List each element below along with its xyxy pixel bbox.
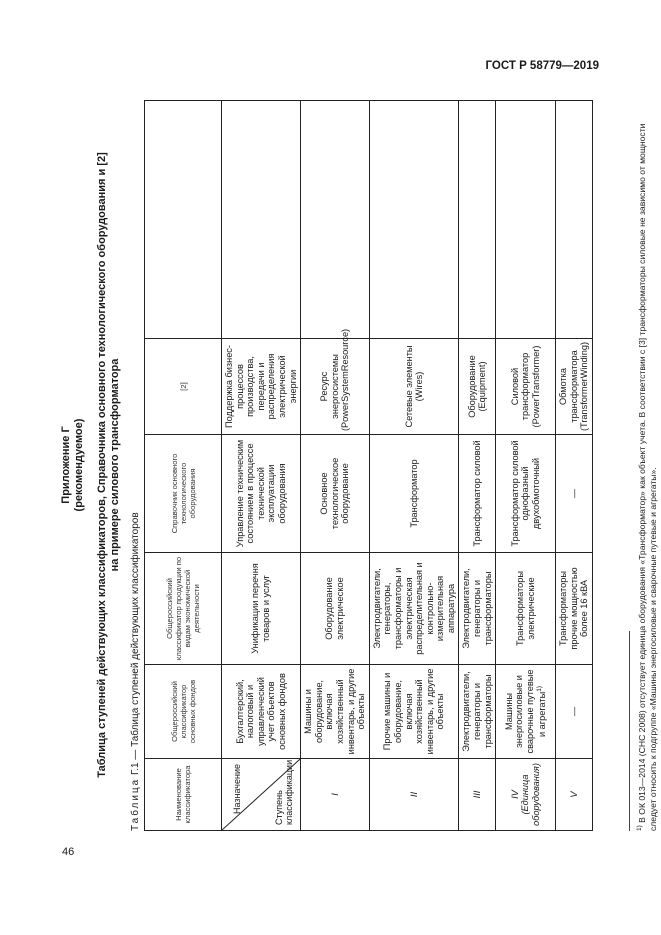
section-title-line1: Таблица ступеней действующих классификаторов, Справочника основного технологического оборудования и [2]	[96, 152, 108, 778]
spacer-cell	[301, 101, 370, 339]
ref-2-cell: Сетевые элементы (Wires)	[369, 339, 459, 435]
equipment-ref-cell: —	[556, 435, 593, 553]
okpd-cell: Электродвигатели, генераторы, трансформаторы и электрическая распределительная и контрольно-измерительная аппаратура	[369, 553, 459, 665]
table-row	[556, 101, 593, 831]
okpd-cell: Трансформаторы прочие мощностью более 16 кВА	[556, 553, 593, 665]
appendix-title: Приложение Г	[60, 426, 72, 504]
table-row	[369, 101, 459, 831]
table-caption-prefix: Таблица	[130, 777, 141, 831]
purpose-spacer	[222, 101, 301, 339]
table-header-row	[145, 101, 222, 831]
level-cell: I	[301, 759, 370, 831]
header-classifier-name: Наименование классификатора	[145, 759, 222, 831]
okof-cell: Машины и оборудование, включая хозяйственный инвентарь, и другие объекты	[301, 665, 370, 759]
okpd-cell: Трансформаторы электрические	[496, 553, 556, 665]
diagonal-corner-cell	[222, 759, 301, 831]
header-ref-2: [2]	[145, 339, 222, 435]
corner-purpose-label: Назначение	[232, 764, 242, 815]
table-row	[301, 101, 370, 831]
purpose-okof: Бухгалтерский, налоговый и управленческий учет объектов основных фондов	[222, 665, 301, 759]
appendix-heading	[60, 95, 86, 835]
okpd-cell: Оборудование электрическое	[301, 553, 370, 665]
appendix-subtitle: (рекомендуемое)	[73, 418, 85, 512]
page-number: 46	[62, 846, 75, 858]
okof-cell: Электродвигатели, генераторы и трансформаторы	[459, 665, 496, 759]
level-cell	[496, 759, 556, 831]
purpose-row	[222, 101, 301, 831]
okof-cell: Прочие машины и оборудование, включая хозяйственный инвентарь, и другие объекты	[369, 665, 459, 759]
spacer-cell	[369, 101, 459, 339]
standard-code: ГОСТ Р 58779—2019	[485, 60, 599, 72]
okof-cell: —	[556, 665, 593, 759]
level-cell: V	[556, 759, 593, 831]
okof-text: Машины энергосиловые и сварочные путевые и агрегаты	[503, 669, 548, 754]
spacer-cell	[459, 101, 496, 339]
ref-2-cell: Обмотка трансформатора (TransformerWinding)	[556, 339, 593, 435]
section-title-line2: на примере силового трансформатора	[109, 358, 121, 572]
purpose-equipment-reference: Управление техническим состоянием в процессе технической эксплуатации оборудования	[222, 435, 301, 553]
purpose-ref-2: Поддержка бизнес-процессов производства, передачи и распределения электрической энергии	[222, 339, 301, 435]
spacer-cell	[556, 101, 593, 339]
footnote	[634, 101, 659, 831]
section-title	[96, 95, 122, 835]
spacer-cell	[496, 101, 556, 339]
rotated-content	[60, 95, 658, 835]
footnote-divider	[629, 631, 630, 831]
ref-2-cell: Оборудование (Equipment)	[459, 339, 496, 435]
equipment-ref-cell: Основное технологическое оборудование	[301, 435, 370, 553]
table-caption	[130, 95, 141, 831]
table-row	[459, 101, 496, 831]
footnote-ref: 1)	[536, 686, 544, 692]
header-equipment-reference: Справочник основного технологического оборудования	[145, 435, 222, 553]
table-row	[496, 101, 556, 831]
level-cell: III	[459, 759, 496, 831]
table-caption-text: Г.1 — Таблица ступеней действующих классификаторов	[130, 512, 141, 775]
equipment-ref-cell: Трансформатор силовой	[459, 435, 496, 553]
footnote-mark: 1)	[636, 825, 644, 831]
ref-2-cell: Силовой трансформатор (PowerTransformer)	[496, 339, 556, 435]
level-note: (Единица оборудования)	[520, 763, 542, 826]
level-number: IV	[509, 790, 520, 799]
ref-2-cell: Ресурс энергосистемы (PowerSystemResource)	[301, 339, 370, 435]
equipment-ref-cell: Трансформатор силовой однофазный двухобмоточный	[496, 435, 556, 553]
header-okpd: Общероссийский классификатор продукции по видам экономической деятельности	[145, 553, 222, 665]
okof-cell	[496, 665, 556, 759]
corner-level-label: Ступень классификации	[274, 759, 295, 825]
classifier-table	[144, 100, 593, 831]
level-cell: II	[369, 759, 459, 831]
footnote-text: В ОК 013—2014 (СНС 2008) отсутствует единица оборудования «Трансформатор» как объект учета. В соответствии с [3] трансформаторы силовые не зависимо от мощности следует относить к подгруппе «Машины энергосиловые и сварочные путевые и агрегаты».	[636, 123, 658, 831]
okpd-cell: Электродвигатели, генераторы и трансформаторы	[459, 553, 496, 665]
header-spacer	[145, 101, 222, 339]
purpose-okpd: Унификации перечня товаров и услуг	[222, 553, 301, 665]
header-okof: Общероссийский классификатор основных фондов	[145, 665, 222, 759]
equipment-ref-cell: Трансформатор	[369, 435, 459, 553]
